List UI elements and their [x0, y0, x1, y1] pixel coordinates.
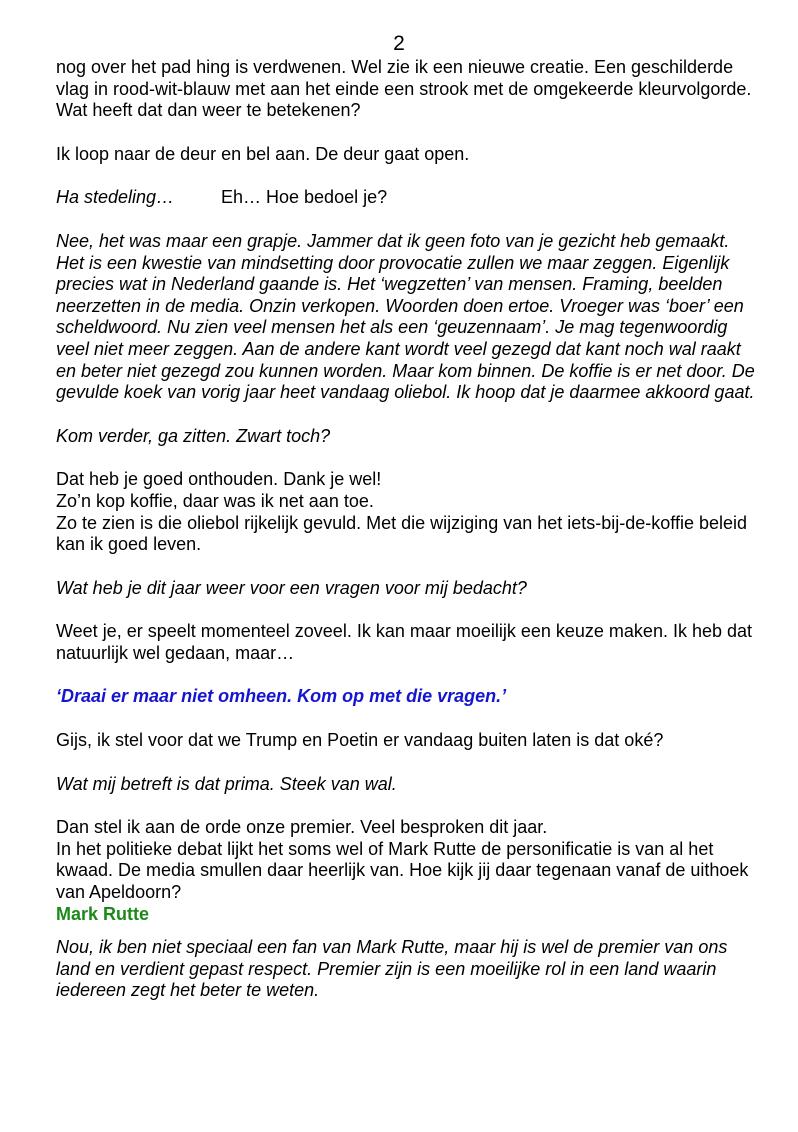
document-body: [56, 57, 756, 1024]
page-number: 2: [393, 32, 405, 55]
paragraph-trump-poetin: Gijs, ik stel voor dat we Trump en Poetin er vandaag buiten laten is dat oké?: [56, 730, 664, 751]
greeting-reply: Eh… Hoe bedoel je?: [221, 187, 388, 208]
coffee-reply-line-1: Dat heb je goed onthouden. Dank je wel!: [56, 469, 382, 490]
greeting-line: Ha stedeling…: [56, 187, 175, 208]
coffee-reply-line-3: Zo te zien is die oliebol rijkelijk gevuld. Met die wijziging van het iets-bij-de-koffie beleid kan ik goed leven.: [56, 512, 748, 555]
paragraph-doorbell: Ik loop naar de deur en bel aan. De deur gaat open.: [56, 143, 470, 164]
paragraph-choice: Weet je, er speelt momenteel zoveel. Ik kan maar moeilijk een keuze maken. Ik heb dat natuurlijk wel gedaan, maar…: [56, 621, 753, 663]
paragraph-questions-ask: Wat heb je dit jaar weer voor een vragen voor mij bedacht?: [56, 577, 527, 598]
paragraph-path: nog over het pad hing is verdwenen. Wel zie ik een nieuwe creatie. Een geschilderde vlag in rood-wit-blauw met aan het einde een strook met de omgekeerde kleurvolgorde. Wat heeft dat dan weer te betekenen?: [56, 57, 752, 121]
paragraph-agree: Wat mij betreft is dat prima. Steek van wal.: [56, 773, 397, 794]
premier-line-1: Dan stel ik aan de orde onze premier. Veel besproken dit jaar.: [56, 817, 548, 838]
paragraph-coffee-offer: Kom verder, ga zitten. Zwart toch?: [56, 425, 331, 446]
section-heading-mark-rutte: Mark Rutte: [56, 903, 150, 924]
coffee-reply-line-2: Zo’n kop koffie, daar was ik net aan toe.: [56, 490, 374, 511]
paragraph-framing: Nee, het was maar een grapje. Jammer dat ik geen foto van je gezicht heb gemaakt. Het is een kwestie van mindsetting door provocatie zullen we maar zeggen. Eigenlijk precies wat in Nederland gaande is. Het ‘wegzetten’ van mensen. Framing, beelden neerzetten in de media. Onzin verkopen. Woorden doen ertoe. Vroeger was ‘boer’ een scheldwoord. Nu zien veel mensen het als een ‘geuzennaam’. Je mag tegenwoordig veel niet meer zeggen. Aan de andere kant wordt veel gezegd dat kant noch wal raakt en beter niet gezegd zou kunnen worden. Maar kom binnen. De koffie is er net door. De gevulde koek van vorig jaar heet vandaag oliebol. Ik hoop dat je daarmee akkoord gaat.: [56, 230, 755, 403]
premier-line-2: In het politieke debat lijkt het soms wel of Mark Rutte de personificatie is van al het kwaad. De media smullen daar heerlijk van. Hoe kijk jij daar tegenaan vanaf de uithoek van Apeldoorn?: [56, 838, 749, 903]
paragraph-rutte-answer: Nou, ik ben niet speciaal een fan van Mark Rutte, maar hij is wel de premier van ons land en verdient gepast respect. Premier zijn is een moeilijke rol in een land waarin iedereen zegt het beter te weten.: [56, 937, 728, 1001]
paragraph-premier: [56, 817, 756, 903]
quote-highlight: ‘Draai er maar niet omheen. Kom op met die vragen.’: [56, 686, 507, 707]
paragraph-coffee-reply: [56, 469, 756, 555]
dialogue-greeting: [56, 187, 756, 209]
